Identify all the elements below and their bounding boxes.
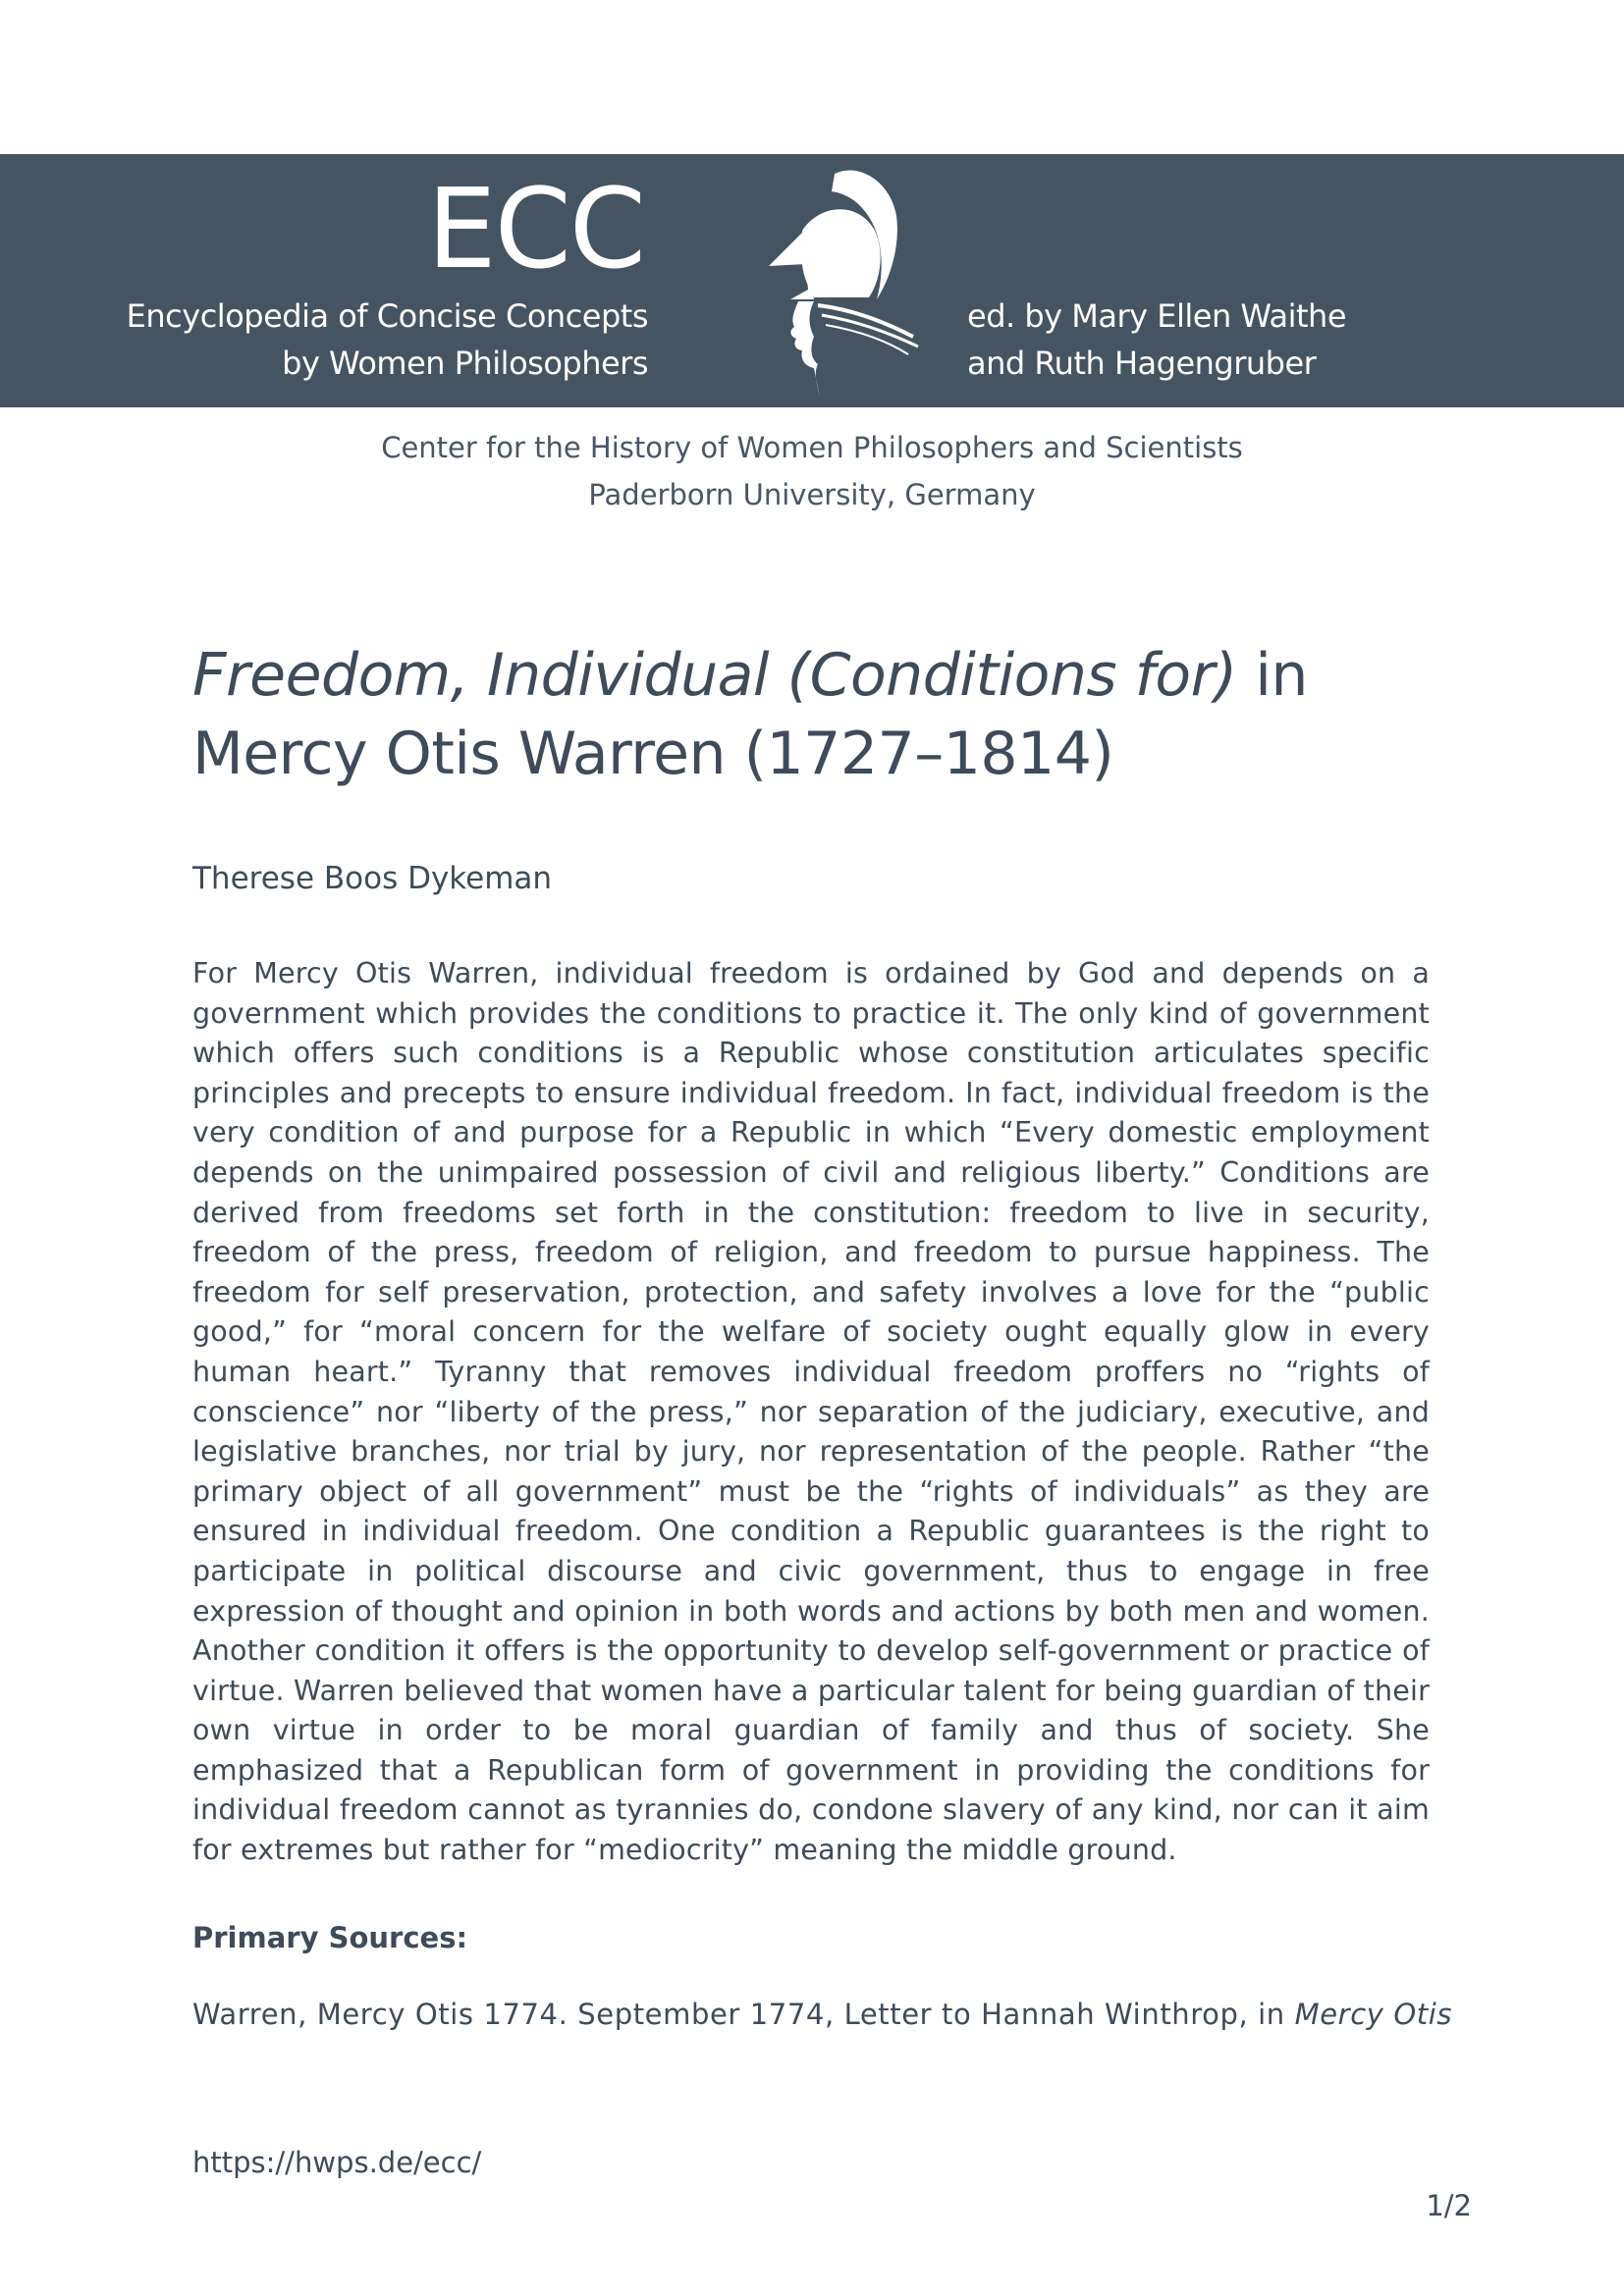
editors (967, 293, 1346, 387)
encyclopedia-title-line2: by Women Philosophers (282, 345, 648, 382)
source-entry (192, 1993, 1453, 2036)
article-title (192, 636, 1439, 793)
athena-helmet-logo-icon (712, 162, 928, 407)
encyclopedia-title-line1: Encyclopedia of Concise Concepts (126, 297, 648, 335)
institution-line1: Center for the History of Women Philosophers and Scientists (381, 431, 1243, 464)
page-number: 1/2 (1426, 2189, 1472, 2222)
primary-sources-heading: Primary Sources: (192, 1921, 468, 1954)
encyclopedia-title (127, 293, 648, 387)
article-title-rest: in Mercy Otis Warren (1727–1814) (192, 641, 1308, 788)
footer-url[interactable]: https://hwps.de/ecc/ (192, 2146, 482, 2179)
institution (0, 424, 1624, 518)
institution-line2: Paderborn University, Germany (588, 478, 1036, 511)
article-title-italic: Freedom, Individual (Conditions for) (192, 641, 1237, 710)
source-entry-italic: Mercy Otis (1294, 1998, 1453, 2031)
article-author: Therese Boos Dykeman (192, 861, 553, 896)
source-entry-text: Warren, Mercy Otis 1774. September 1774, Letter to Hannah Winthrop, in (192, 1998, 1295, 2031)
editors-line1: ed. by Mary Ellen Waithe (967, 297, 1346, 335)
article-body: For Mercy Otis Warren, individual freedom is ordained by God and depends on a government which provides the conditions to practice it. The only kind of government which offers such conditions is a Republic whose constitution articulates specific principles and precepts to ensure individual freedom. In fact, individual freedom is the very condition of and purpose for a Republic in which “Every domestic employment depends on the unimpaired possession of civil and religious liberty.” Conditions are derived from freedoms set forth in the constitution: freedom to live in security, freedom of the press, freedom of religion, and freedom to pursue happiness. The freedom for self preservation, protection, and safety involves a love for the “public good,” for “moral concern for the welfare of society ought equally glow in every human heart.” Tyranny that removes individual freedom proffers no “rights of conscience” nor “liberty of the press,” nor separation of the judiciary, executive, and legislative branches, nor trial by jury, nor representation of the people. Rather “the primary object of all government” must be the “rights of individuals” as they are ensured in individual freedom. One condition a Republic guarantees is the right to participate in political discourse and civic government, thus to engage in free expression of thought and opinion in both words and actions by both men and women. Another condition it offers is the opportunity to develop self-government or practice of virtue. Warren believed that women have a particular talent for being guardian of their own virtue in order to be moral guardian of family and thus of society. She emphasized that a Republican form of government in providing the conditions for individual freedom cannot as tyrannies do, condone slavery of any kind, nor can it aim for extremes but rather for “mediocrity” meaning the middle ground. (192, 957, 1430, 1867)
editors-line2: and Ruth Hagengruber (967, 345, 1317, 382)
ecc-logo-text: ECC (426, 166, 644, 294)
